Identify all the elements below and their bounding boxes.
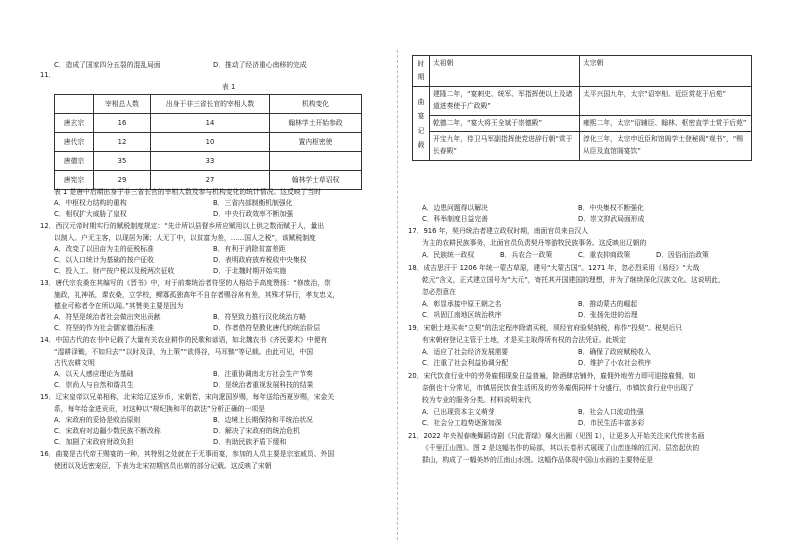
option-d: D．是统治者重视发展科技的结果 [213,381,314,389]
option-d: D．作者借符坚教化唐代的统治阶层 [213,324,321,332]
option-c: C．以人口统计为基础的按户征收 [54,256,154,264]
option-a: A．以天人感应理论为基础 [54,370,134,378]
option-c: C．宋政府对边疆少数民族不断改称 [54,427,161,435]
option-b: B．兵农合一政策 [500,251,553,259]
option-d: D．中央行政效率不断加强 [213,210,293,218]
table-row [413,132,752,161]
option-b: B．有利于消除贫富差距 [213,245,286,253]
option-c: C．相权扩大威胁了皇权 [54,210,127,218]
question-stem: 较为专业的服务分类。材料说明宋代 [422,396,531,404]
question-stem: 系，每年给金进贡贡，对这种以“规纪换和平的款法”分析正确的一项是 [54,405,265,413]
option-c: C．注重了社会利益协调分配 [422,359,509,367]
table-header: 出身于非三省长官的宰相人数 [151,95,270,114]
question-stem: 德业可称者令在所以闻。”其赞美主要是因为 [54,302,184,310]
table-row [413,86,752,115]
question-stem: 以制入。户无主客，以现居为簿；人无丁中，以贫富为差，……国人之税”，该赋税制度 [54,234,316,242]
table-header: 宰相总人数 [94,95,151,114]
column-divider [397,50,398,540]
table-cell: 16 [94,114,151,133]
option-c: C．投入工、财产按户税以及税两次征收 [54,267,175,275]
table-row [55,114,362,133]
option-c: C．造成了国家四分五裂的混乱局面 [54,61,161,69]
question-stem: 20．宋代饮食行业中的劳务雇佣现象日益普遍，除酒肆店铺外，雇佣外地劳力即可迎接雇佣，如 [408,372,696,380]
question-stem: 14．中国古代的农书中记载了大量有关农业耕作的民歌和谚语，如北魏农书《齐民要术》中便有 [40,336,328,344]
option-d: D．维护了小农社会秩序 [578,359,652,367]
question-stem: 《千里江山图》。图 2 是这幅名作的局部，其以长卷形式展现了山峦连绵的江河、层峦起伏的 [422,444,700,452]
question-stem: 乾元”含义，正式建立国号为“大元”，寄托其开国建国的理想，并为了继续深化汉族文化。这说明此， [422,276,725,284]
option-d: D．推动了经济重心南移的完成 [213,61,307,69]
table-2 [412,55,752,161]
table-cell: 乾德二年，“宴大将王全斌于崇德殿” [430,115,580,132]
question-stem: 18．成吉思汗于 1206 年统一蒙古草原，建号“大蒙古国”。1271 年，忽必烈采用《易经》“大哉 [408,264,700,272]
table-side-label: 曲宴记载 [413,86,430,160]
table-cell: 建隆二年，“宴刺史、统军、军指挥使以上及诸道进奏使于广政殿” [430,86,580,115]
table-header [55,95,94,114]
question-stem: 17．916 年，契丹统治者建立政权时期，南面官员来自汉人 [408,227,589,235]
table-cell: 27 [151,171,270,190]
table-row [55,171,362,190]
table-cell: 唐玄宗 [55,114,94,133]
option-b: B．社会人口流动性强 [578,408,644,416]
option-a: A．边患问题得以解决 [422,204,488,212]
table-cell: 10 [151,133,270,152]
table-cell: 14 [151,114,270,133]
option-c: C．加剧了宋政府财政负担 [54,438,134,446]
question-stem: 16．曲宴是古代帝王赐宴的一种，其特别之处就在于无事而宴，参加的人员主要是宗室戚员、外国 [40,450,335,458]
table-cell: 唐德宗 [55,152,94,171]
option-b: B．注重协调南北方社会生产节奏 [213,370,313,378]
question-stem: 19．宋朝土地买卖“立契”的法定程序除请买税，须经官府验契纳税，称作“投契”。税契后只 [408,324,683,332]
table-cell: 唐宪宗 [55,171,94,190]
option-a: A．中枢权力结构的重构 [54,199,127,207]
option-c: C．崇尚人与自然和谐共生 [54,381,134,389]
table-header: 太祖朝 [430,56,580,87]
question-stem: 15．辽宋皇帝以兄弟相称，北宋给辽送岁币，宋朝若，宋向遼国岁赐，每年送给西夏岁赐，宋金关 [40,393,335,401]
table-header: 时期 [413,56,430,87]
question-stem: 使团以及近密宠臣，下表为北宋初期宫员出席的部分记载。这反映了宋朝 [54,462,272,470]
table-row [55,152,362,171]
table-cell: 翰林学士开始参政 [270,114,362,133]
option-c: C．科举制度日益完善 [422,215,488,223]
table-1 [54,94,362,190]
option-d: D．有助民族矛盾下缓和 [213,438,287,446]
question-number: 11． [40,71,56,79]
question-stem: “湿耕泽锄，不如归去”“以时及泽，为上策”“欲得谷，马耳镞”等记载。由此可见，中国 [54,348,314,356]
table-header-row [55,95,362,114]
option-c: C．巩固江南地区统治秩序 [422,311,502,319]
option-b: B．推动蒙古的崛起 [578,300,638,308]
option-d: D．表明政府放弃税收中央集权 [213,256,307,264]
table-row [413,115,752,132]
question-stem: 表 1 是唐中后期出身于非三省长官的宰相人数及参与机构变化的统计情况。这反映了当时 [54,188,321,196]
option-b: B．边境上长期保持和平统治状况 [213,416,313,424]
table-row [55,133,362,152]
table-header: 太宗朝 [580,56,752,87]
table-cell: 翰林学士草诏权 [270,171,362,190]
table-cell: 12 [94,133,151,152]
option-a: A．改变了以田亩为主的征税标准 [54,245,154,253]
table-cell: 雍熙二年，太宗“诏辅臣、翰林、枢密直学士赏于后苑” [580,115,752,132]
option-d: D．崇文抑武局面形成 [578,215,645,223]
option-a: A．符坚是统治者社会做出突出贡献 [54,313,161,321]
question-stem: 群山，构成了一幅美妙的江南山水图。这幅作品体现中国山水画的主要特征是 [422,456,654,464]
question-stem: 有宋朝府登记主管于土地，才是买主取得所有权的合法凭证。此规定 [422,336,626,344]
option-a: A．已出现资本主义萌芽 [422,408,495,416]
table-cell: 淳化三年，太宗申近臣和馆阁学士登秘阁“观书”，“赐从臣及直馆阁宴饮” [580,132,752,161]
table-caption: 表 1 [222,83,236,91]
option-b: B．确保了政府赋税收入 [578,348,651,356]
question-stem: 21．2022 年央视春晚舞蹈诗剧《只此青绿》爆火出圈（见图 1），让更多人开始关注宋代传世名画 [408,432,705,440]
question-stem: 为主的农耕民族事务，北面官员负责契丹等游牧民族事务。这反映出辽朝的 [422,239,647,247]
question-stem: 12．西汉元帝时期实行的赋税制度规定：“先计所以县督乡所应赋用以上供之数而赋于人，量出 [40,222,325,230]
option-b: B．三省内部制衡机制强化 [213,199,293,207]
option-d: D．解决了宋政府的统治危机 [213,427,300,435]
option-b: B．中央集权不断强化 [578,204,644,212]
table-cell: 唐代宗 [55,133,94,152]
option-d: D．于北魏时期开始实施 [213,267,287,275]
option-d: D．因俗而治政策 [656,251,709,259]
table-cell: 35 [94,152,151,171]
option-d: D．张扬先进的治理 [578,311,638,319]
table-cell: 置内枢密使 [270,133,362,152]
option-a: A．民族统一政权 [422,251,475,259]
table-header: 机构变化 [270,95,362,114]
table-cell: 29 [94,171,151,190]
question-stem: 奈倒也十分常见，市镇居民饮食生活所及的劳务雇佣同样十分盛行，市镇饮食行业中出现了 [422,384,694,392]
table-cell: 开宝九年，侍卫马军副指挥使党进辞行朝“赏于长春殿” [430,132,580,161]
table-cell: 太平兴国九年，太宗“诏宰相、近臣赏花于后苑” [580,86,752,115]
question-stem: 忽必烈意在 [422,288,456,296]
table-header-row [413,56,752,87]
question-stem: 施政，礼神祇，课农桑，立学校，鳏寡孤独高年不自存者赐谷帛有差，其殊才异行，孝友忠义， [54,291,340,299]
question-stem: 古代农耕文明 [54,359,95,367]
option-c: C．符坚的作为社会儒家德治标准 [54,324,154,332]
option-c: C．重农抑商政策 [578,251,631,259]
option-a: A．彰显承接中原王朝之名 [422,300,502,308]
option-c: C．社会分工趋势逐渐加深 [422,419,502,427]
table-cell: 33 [151,152,270,171]
table-cell [270,152,362,171]
option-a: A．宋政府的妥协是败治原则 [54,416,141,424]
option-b: B．符坚致力推行汉化统治方略 [213,313,307,321]
question-stem: 13．唐代宗农桑在其编写的《晋书》中，对于前秦统治者符坚的人格给予高度赞扬：“修废治，崇 [40,279,331,287]
option-d: D．市民生活丰富多彩 [578,419,645,427]
option-a: A．适应了社会经济发展需要 [422,348,509,356]
